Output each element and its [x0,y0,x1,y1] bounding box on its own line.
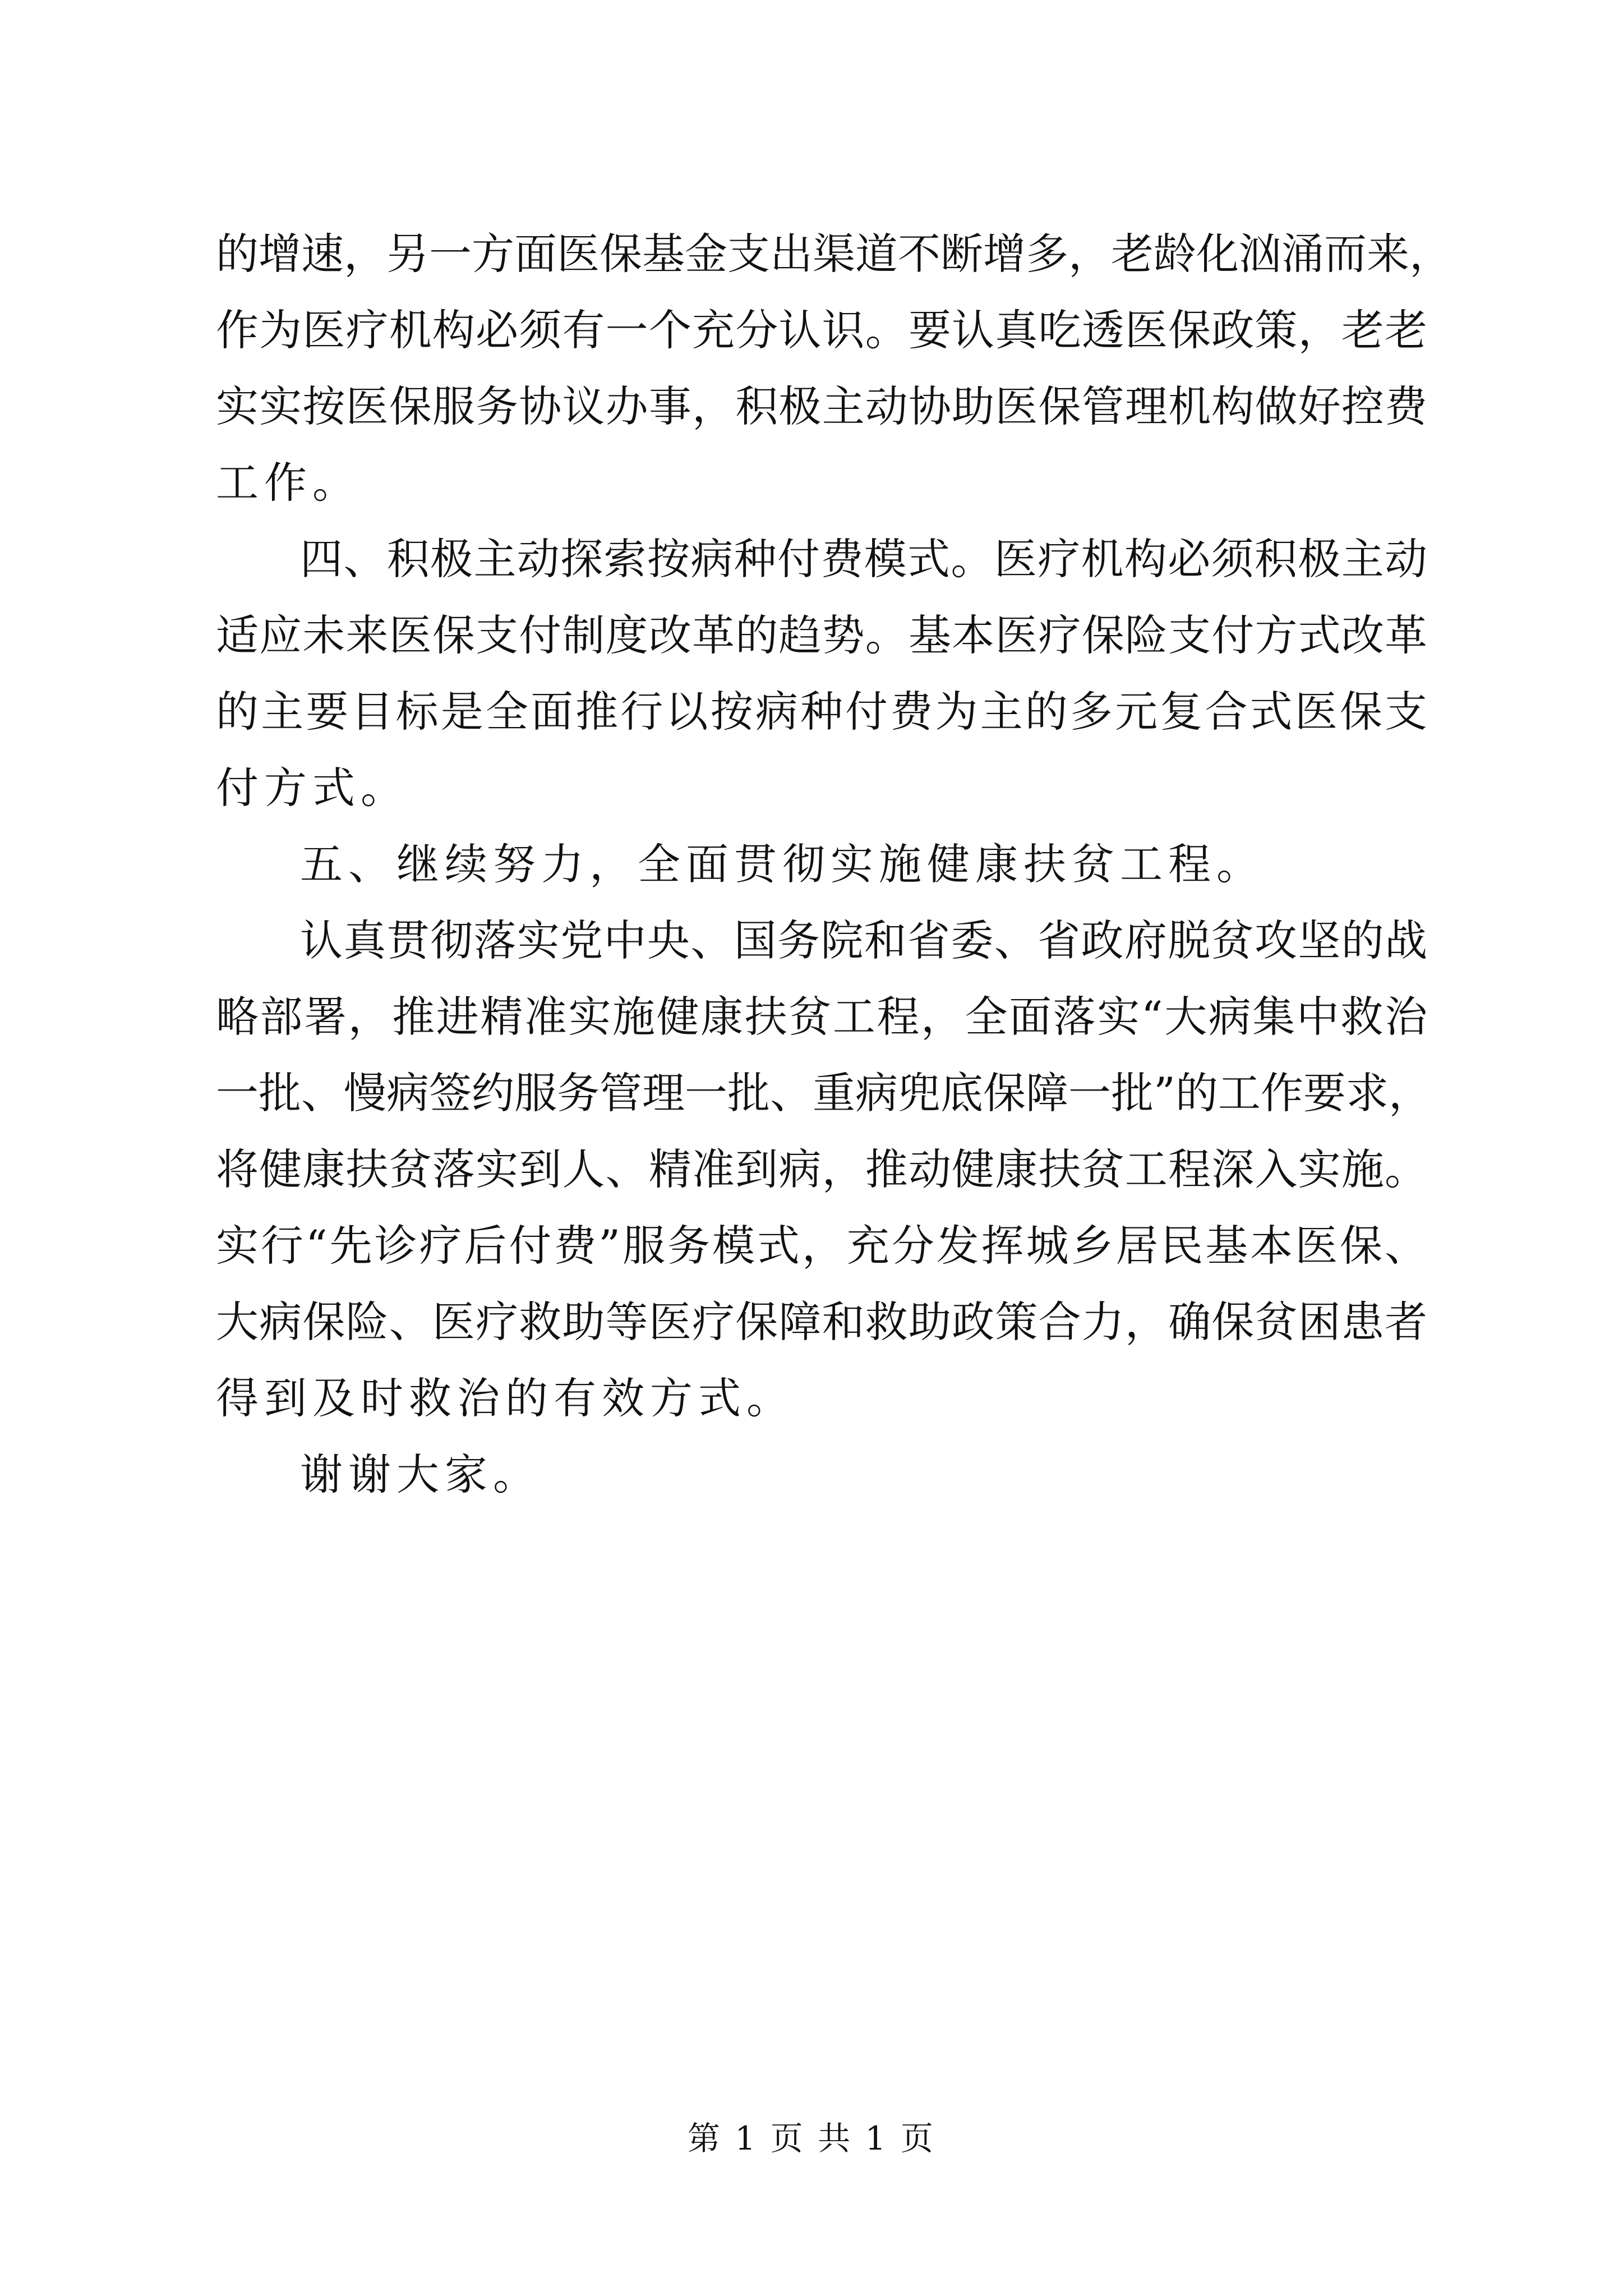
text-line: 适应未来医保支付制度改革的趋势。基本医疗保险支付方式改革 [216,610,1427,660]
text-line: 的增速，另一方面医保基金支出渠道不断增多，老龄化汹涌而来， [216,229,1452,279]
text-line: 工作。 [216,458,361,508]
text-line: 付方式。 [216,763,409,813]
text-line: 实实按医保服务协议办事，积极主动协助医保管理机构做好控费 [216,381,1427,431]
text-line: 一批、慢病签约服务管理一批、重病兜底保障一批”的工作要求， [216,1068,1431,1118]
paragraph-first-line: 四、积极主动探索按病种付费模式。医疗机构必须积极主动 [300,534,1427,584]
text-line: 作为医疗机构必须有一个充分认识。要认真吃透医保政策，老老 [216,305,1427,355]
text-line: 实行“先诊疗后付费”服务模式，充分发挥城乡居民基本医保、 [216,1221,1427,1271]
paragraph-first-line: 谢谢大家。 [300,1450,541,1499]
page-number-footer: 第 1 页 共 1 页 [688,2119,935,2157]
text-line: 将健康扶贫落实到人、精准到病，推动健康扶贫工程深入实施。 [216,1144,1427,1194]
text-line: 的主要目标是全面推行以按病种付费为主的多元复合式医保支 [216,687,1427,737]
text-line: 略部署，推进精准实施健康扶贫工程，全面落实“大病集中救治 [216,992,1427,1042]
text-line: 大病保险、医疗救助等医疗保障和救助政策合力，确保贫困患者 [216,1297,1427,1347]
text-line: 得到及时救治的有效方式。 [216,1373,795,1423]
paragraph-first-line: 认真贯彻落实党中央、国务院和省委、省政府脱贫攻坚的战 [300,915,1427,965]
paragraph-first-line: 五、继续努力，全面贯彻实施健康扶贫工程。 [300,839,1265,889]
document-body [216,216,1452,1513]
